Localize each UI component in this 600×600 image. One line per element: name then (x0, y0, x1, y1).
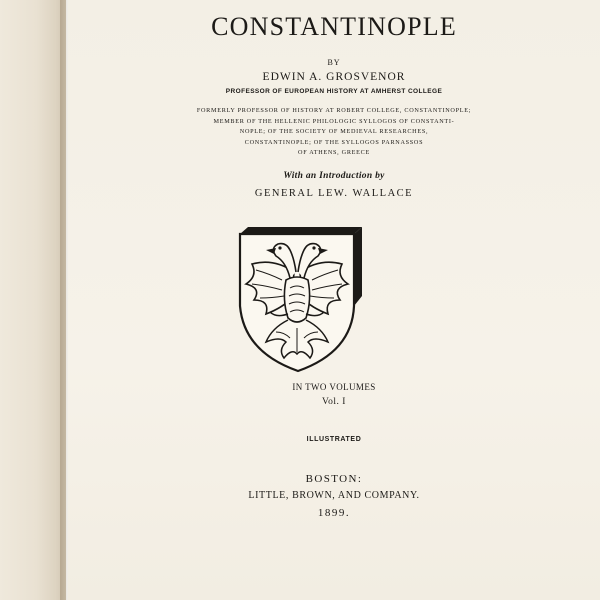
by-label: BY (327, 58, 341, 67)
illustrated-label: ILLUSTRATED (306, 436, 362, 443)
credentials-line: FORMERLY PROFESSOR OF HISTORY AT ROBERT COLLEGE, CONSTANTINOPLE; (196, 107, 472, 114)
publication-year: 1899. (317, 507, 351, 519)
publisher-name: LITTLE, BROWN, AND COMPANY. (248, 490, 420, 501)
double-headed-eagle-shield-icon (236, 224, 364, 374)
volume-number: Vol. I (322, 397, 346, 407)
author-name: EDWIN A. GROSVENOR (262, 71, 406, 83)
book-title: CONSTANTINOPLE (211, 12, 457, 41)
author-credentials (68, 106, 600, 159)
publication-city: BOSTON: (305, 473, 363, 485)
introducer-name: GENERAL LEW. WALLACE (254, 188, 414, 199)
introduction-label: With an Introduction by (283, 171, 385, 181)
credentials-line: NOPLE; OF THE SOCIETY OF MEDIEVAL RESEARCHES, (239, 128, 429, 135)
volume-count: IN TWO VOLUMES (292, 382, 376, 392)
credentials-line: OF ATHENS, GREECE (298, 149, 370, 156)
credentials-line: MEMBER OF THE HELLENIC PHILOLOGIC SYLLOGOS OF CONSTANTI- (213, 117, 455, 125)
left-page-edge (0, 0, 66, 600)
author-professorship: PROFESSOR OF EUROPEAN HISTORY AT AMHERST COLLEGE (225, 88, 443, 95)
credentials-line: CONSTANTINOPLE; OF THE SYLLOGOS PARNASSOS (244, 138, 424, 146)
